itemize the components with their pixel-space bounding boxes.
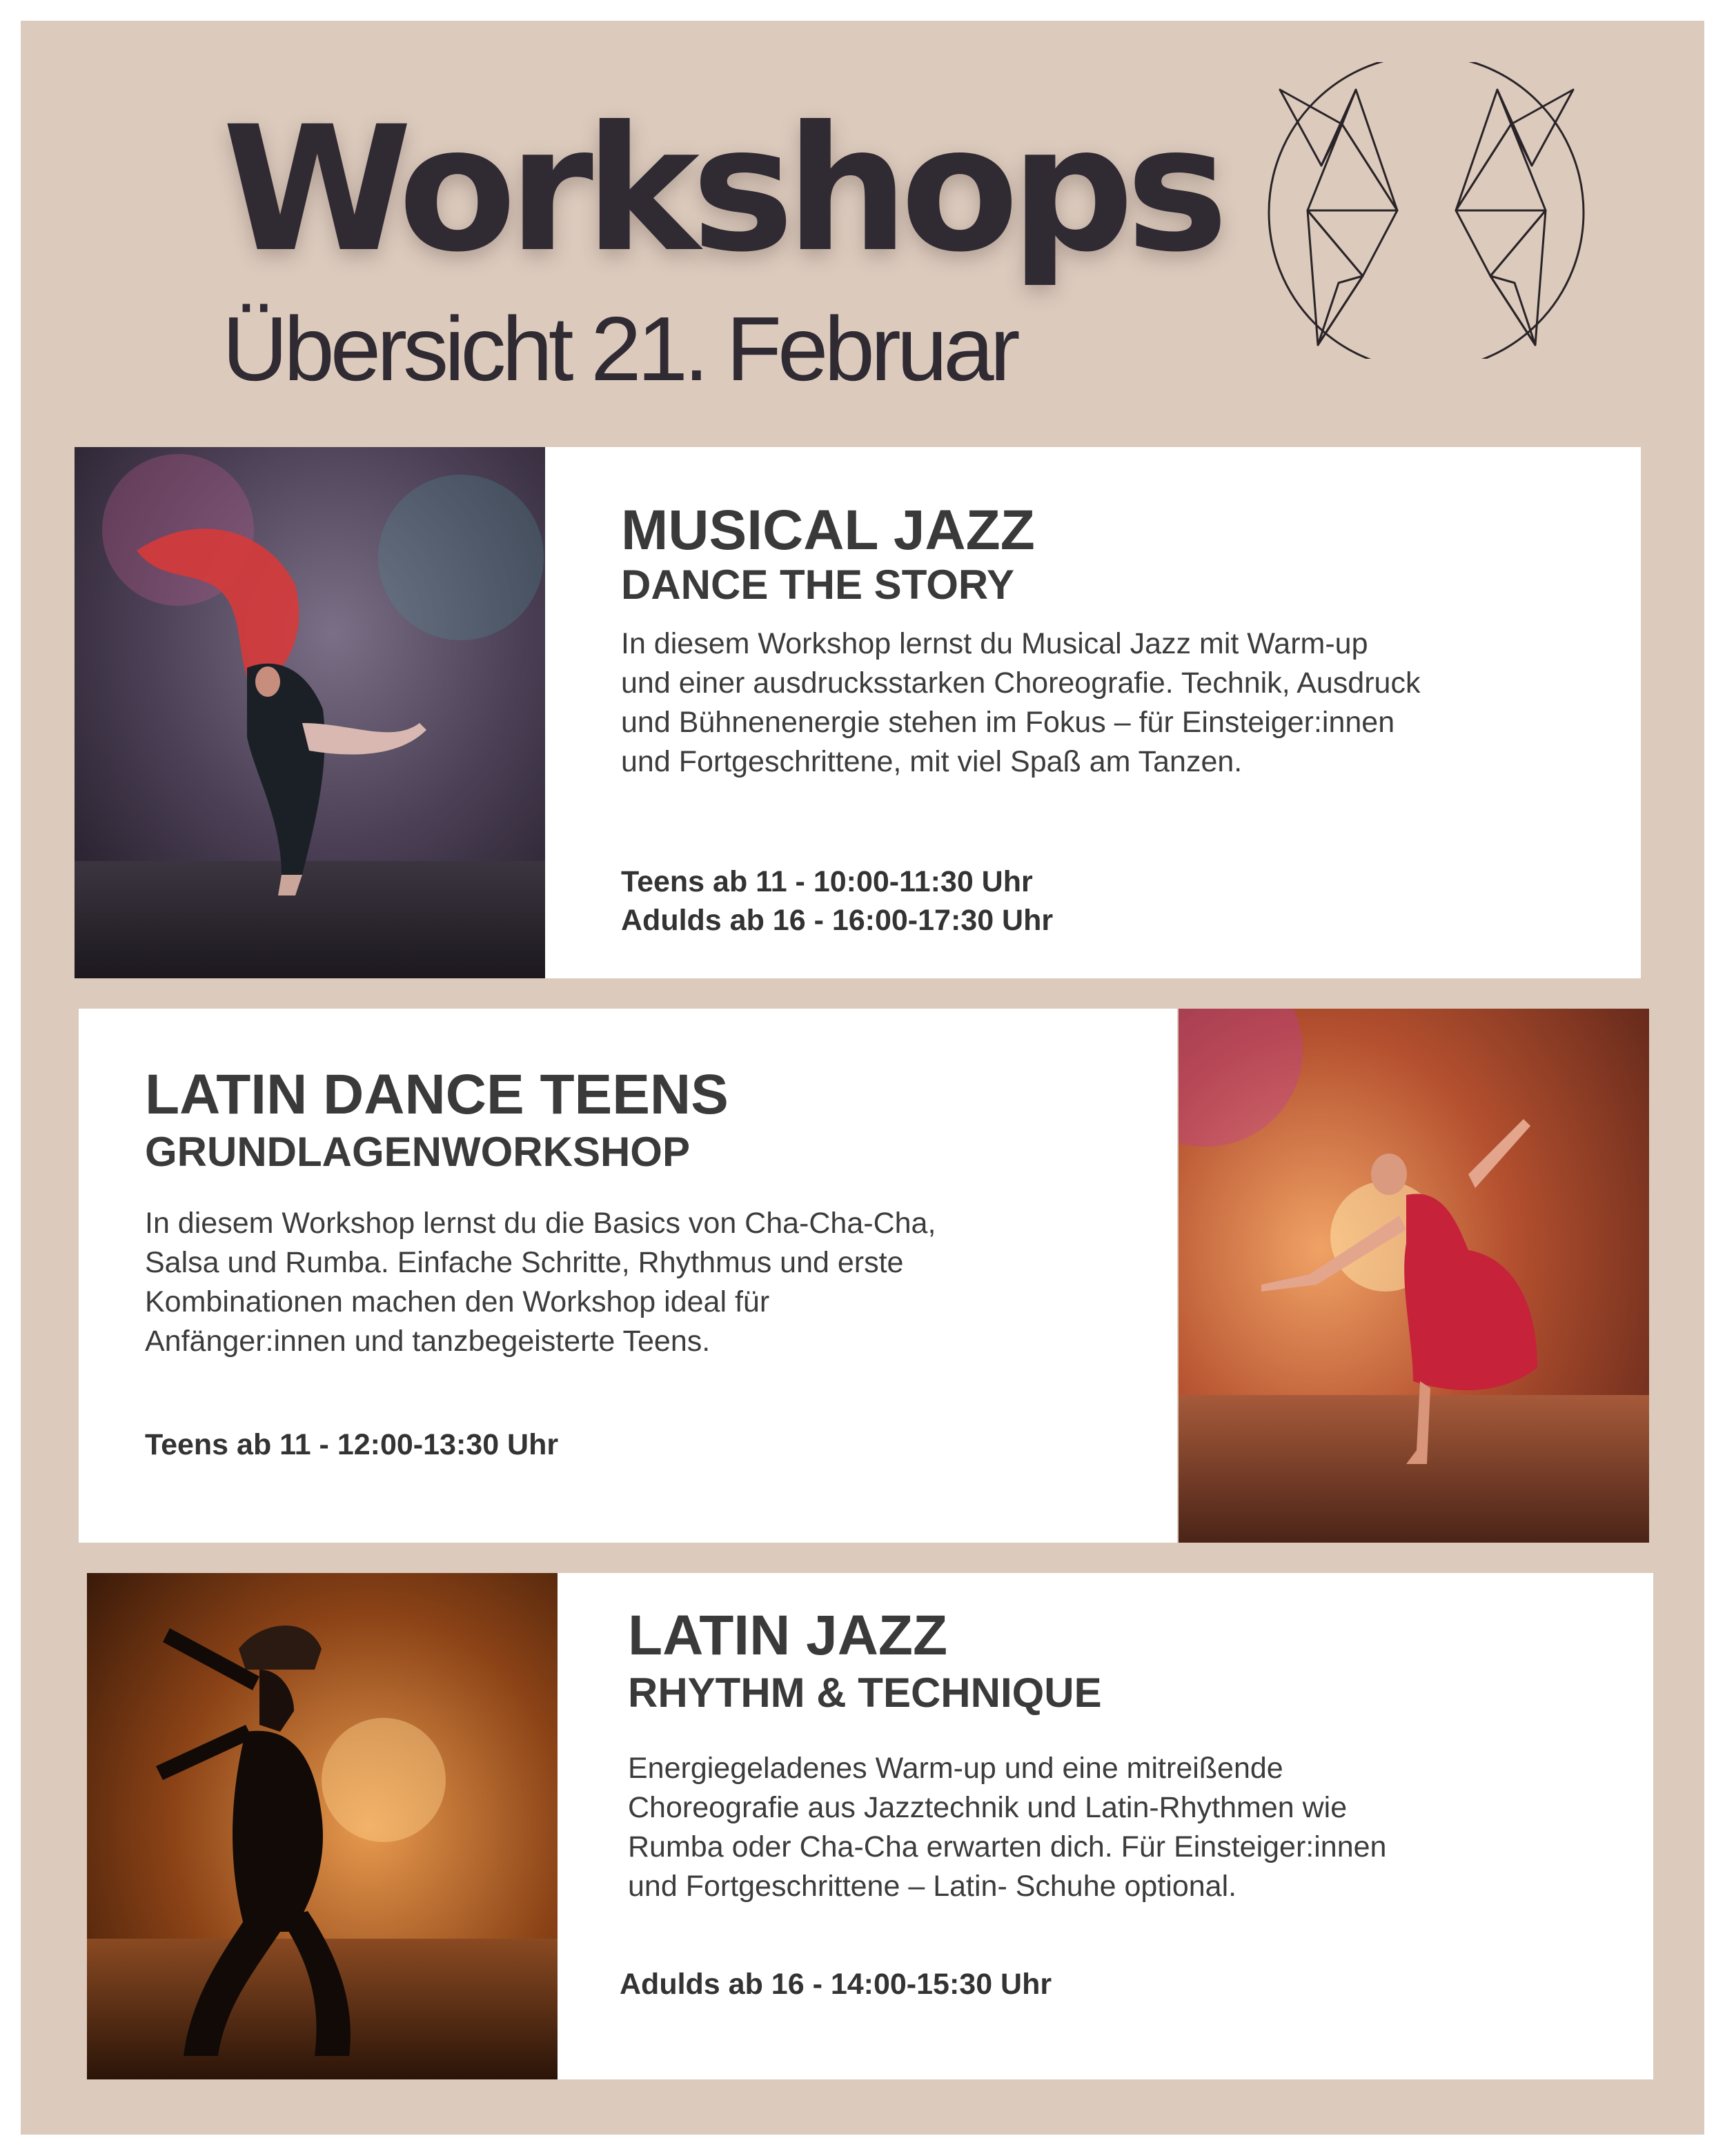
workshop-subtitle: GRUNDLAGENWORKSHOP xyxy=(145,1129,690,1175)
dancer-photo-latin-dance-teens xyxy=(1179,1009,1649,1543)
workshop-description: In diesem Workshop lernst du Musical Jazz mit Warm-up und einer ausdrucksstarken Choreografie. Technik, Ausdruck und Bühnenenergie stehen im Fokus – für Einsteiger:innen und Fortgeschrittene, mit viel Spaß am Tanzen. xyxy=(621,627,1421,778)
workshop-times: Teens ab 11 - 12:00-13:30 Uhr xyxy=(145,1428,559,1461)
geometric-logo-icon xyxy=(1266,62,1587,359)
workshop-description: In diesem Workshop lernst du die Basics von Cha-Cha-Cha, Salsa und Rumba. Einfache Schritte, Rhythmus und erste Kombinationen machen den Workshop ideal für Anfänger:innen und tanzbegeisterte Teens. xyxy=(145,1207,936,1358)
workshop-title: LATIN JAZZ xyxy=(628,1604,948,1667)
workshop-subtitle: DANCE THE STORY xyxy=(621,562,1015,608)
workshop-times: Adulds ab 16 - 14:00-15:30 Uhr xyxy=(620,1968,1052,2001)
workshop-times: Teens ab 11 - 10:00-11:30 Uhr Adulds ab 16 - 16:00-17:30 Uhr xyxy=(621,865,1054,937)
workshop-title: LATIN DANCE TEENS xyxy=(145,1063,729,1126)
workshop-subtitle: RHYTHM & TECHNIQUE xyxy=(628,1670,1102,1716)
dancer-photo-latin-jazz xyxy=(87,1573,558,2079)
workshop-description: Energiegeladenes Warm-up und eine mitreißende Choreografie aus Jazztechnik und Latin-Rhythmen wie Rumba oder Cha-Cha erwarten dich. Für Einsteiger:innen und Fortgeschrittene – Latin- Schuhe optional. xyxy=(628,1752,1387,1903)
page-subtitle: Übersicht 21. Februar xyxy=(222,298,1016,399)
workshop-title: MUSICAL JAZZ xyxy=(621,499,1035,562)
page-title: Workshops xyxy=(222,89,1221,290)
dancer-photo-musical-jazz xyxy=(75,447,545,978)
